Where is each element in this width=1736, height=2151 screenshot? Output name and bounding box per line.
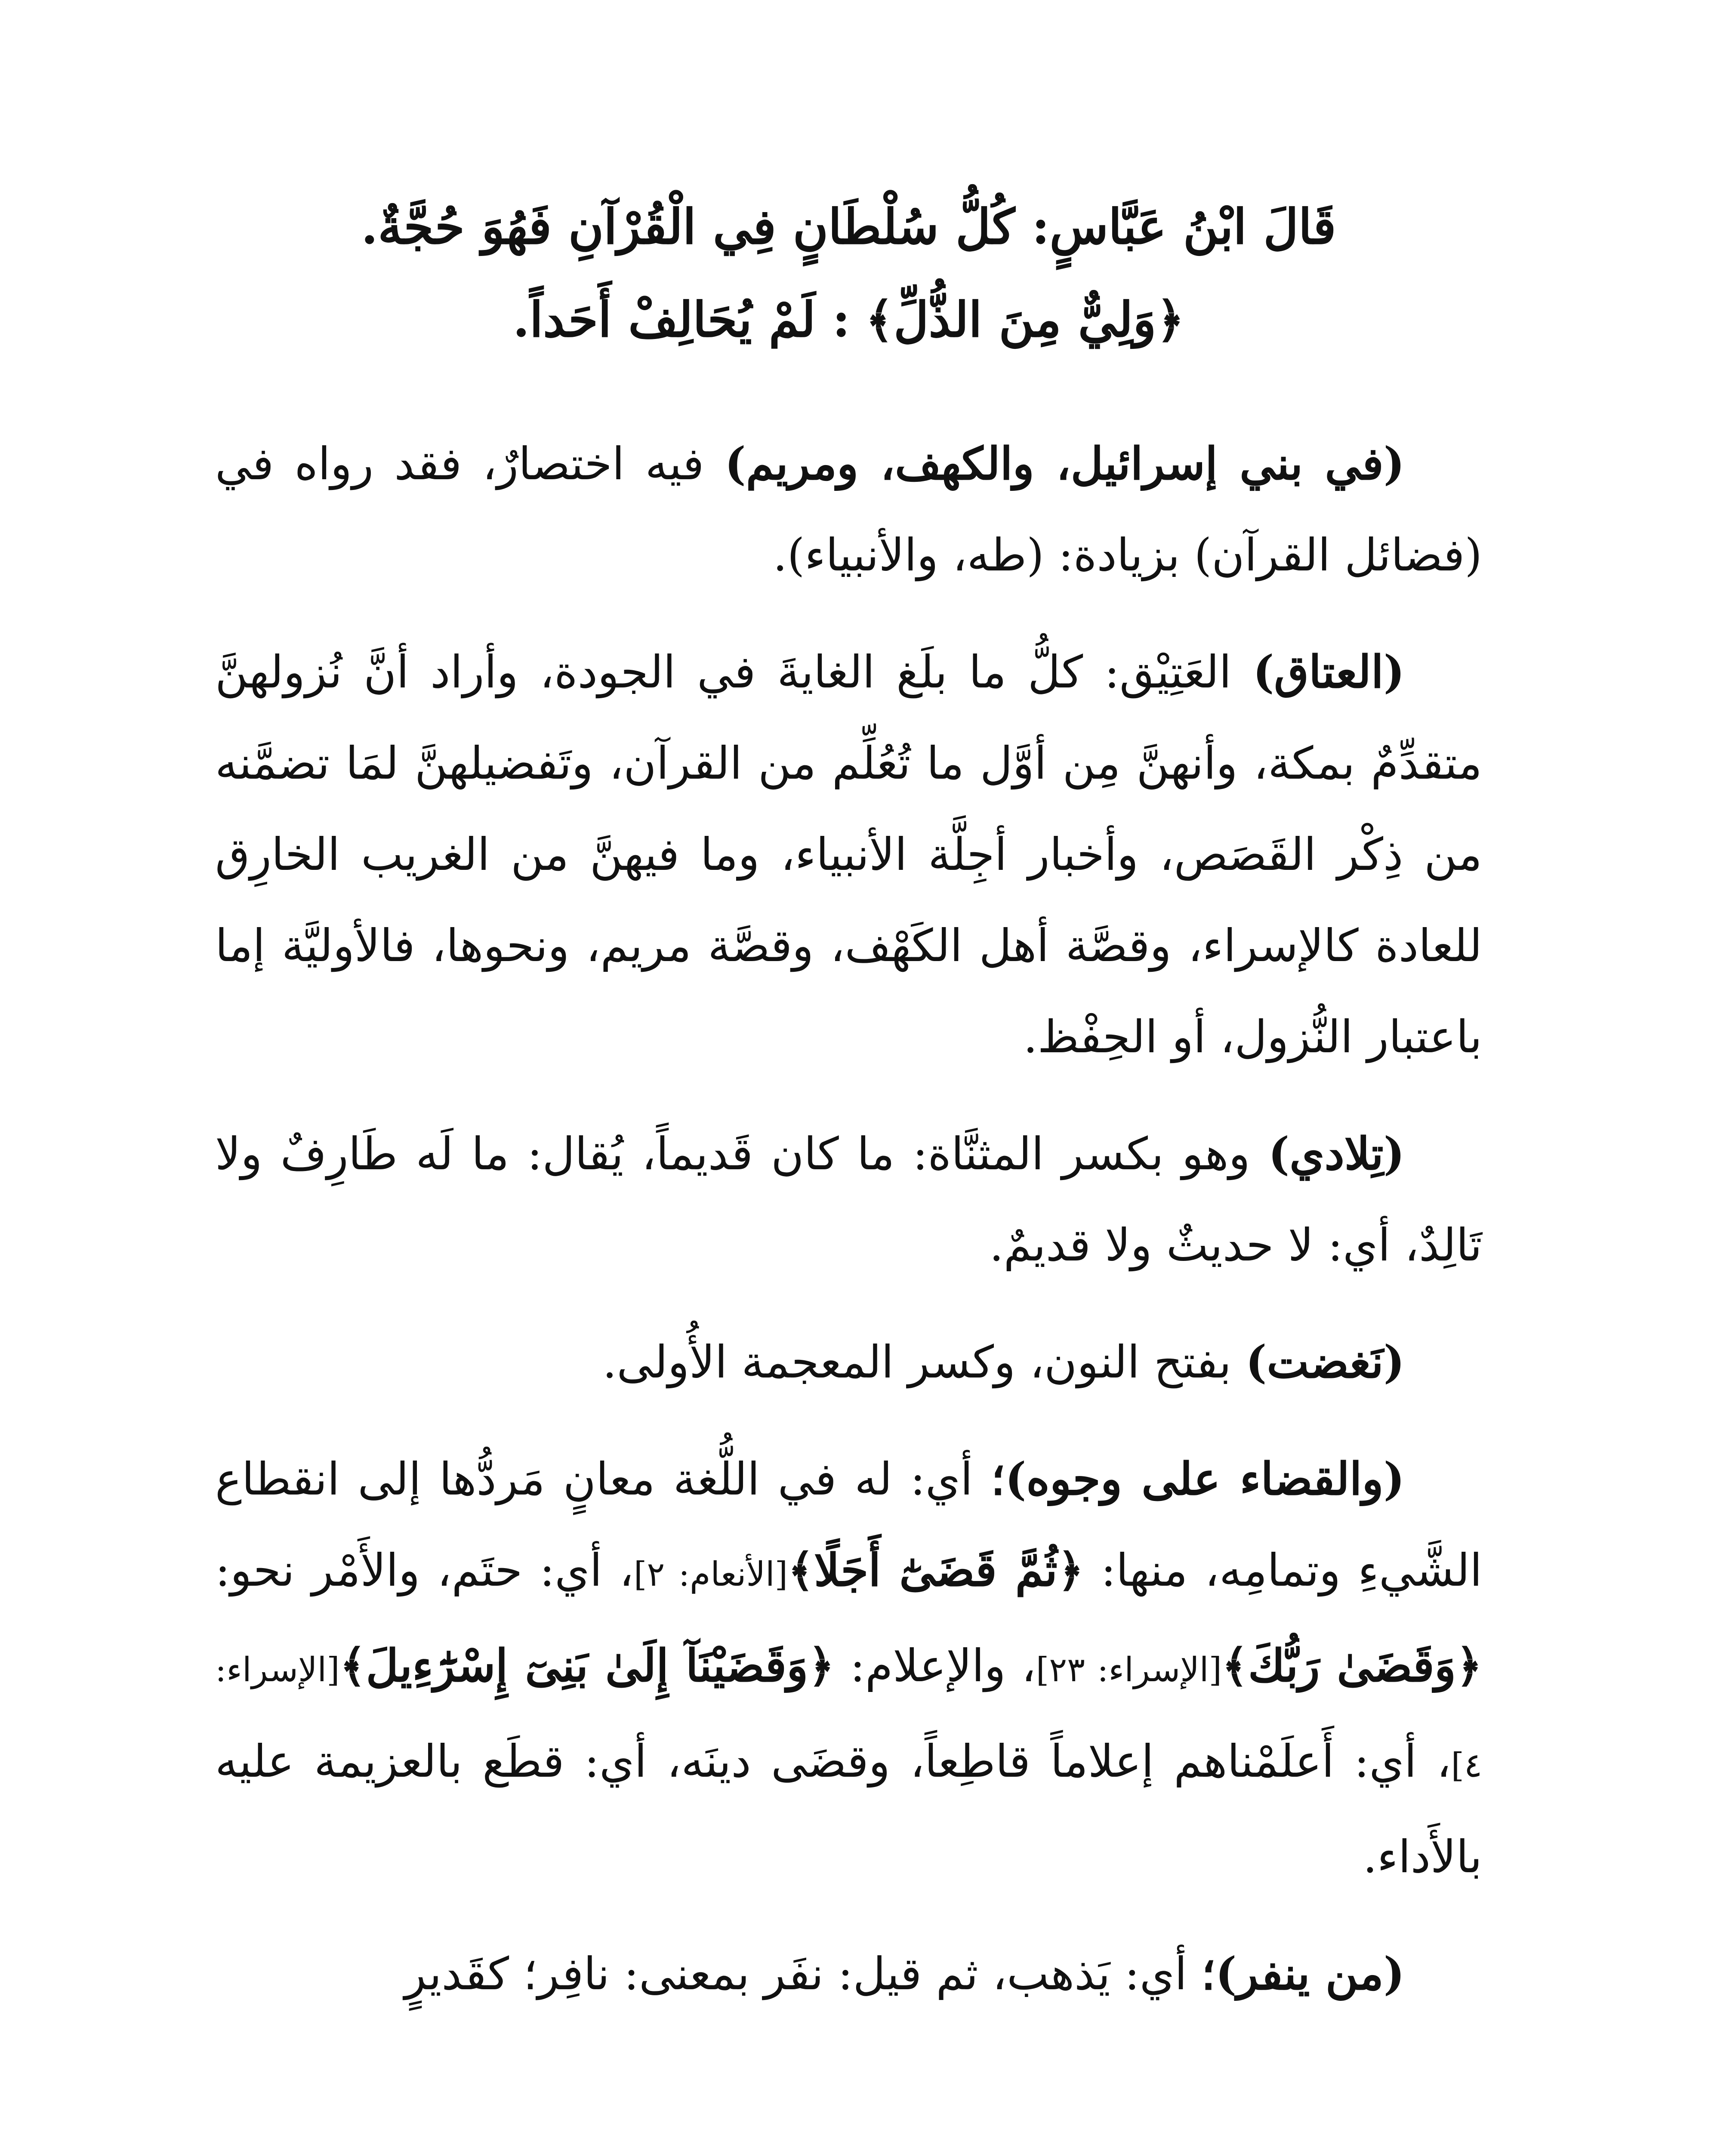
paragraph-text: بفتح النون، وكسر المعجمة الأُولى. bbox=[602, 1336, 1232, 1388]
quran-verse: ﴿وَقَضَيْنَآ إِلَىٰ بَنِىٓ إِسْرَٰٓءِيلَ﴾ bbox=[339, 1639, 835, 1692]
verse-reference: [الأنعام: ٢] bbox=[633, 1555, 788, 1594]
paragraph-text: أي: يَذهب، ثم قيل: نفَر بمعنى: نافِر؛ كقَديرٍ bbox=[404, 1948, 1187, 2000]
paragraph-text: فيه اختصارٌ، فقد رواه في (فضائل القرآن) بزيادة: (طه، والأنبياء). bbox=[215, 438, 1482, 581]
paragraph-man-yanfir bbox=[215, 1928, 1482, 2019]
ibn-abbas-quote bbox=[215, 181, 1482, 274]
paragraph-text: ، أي: حتَم، والأَمْر نحو: bbox=[215, 1544, 634, 1596]
wali-quote bbox=[215, 274, 1482, 367]
paragraph-text: العَتِيْق: كلُّ ما بلَغ الغايةَ في الجودة، وأراد أنَّ نُزولهنَّ متقدِّمٌ بمكة، وأنهنَّ مِن أوَّل ما تُعُلِّم من القرآن، وتَفضيلهنَّ لمَا تضمَّنه من ذِكْر القَصَص، وأخبار أجِلَّة الأنبياء، وما فيهنَّ من الغريب الخارِق للعادة كالإسراء، وقصَّة أهل الكَهْف، وقصَّة مريم، ونحوها، فالأوليَّة إما باعتبار النُّزول، أو الحِفْظ. bbox=[215, 646, 1482, 1063]
paragraph-lead: (من ينفر)؛ bbox=[1201, 1947, 1405, 2000]
paragraph-bani-israil bbox=[215, 418, 1482, 601]
paragraph-text: ، أي: أَعلَمْناهم إعلاماً قاطِعاً، وقضَى دينَه، أي: قطَع بالعزيمة عليه بالأَداء. bbox=[215, 1735, 1482, 1883]
ibn-abbas-quote-text: قَالَ ابْنُ عَبَّاسٍ: كُلُّ سُلْطَانٍ فِي الْقُرْآنِ فَهُوَ حُجَّةٌ. bbox=[361, 199, 1336, 255]
wali-gloss: : لَمْ يُحَالِفْ أَحَداً. bbox=[513, 292, 850, 348]
verse-reference: [الإسراء: ٤] bbox=[215, 1651, 1482, 1785]
paragraph-naghadat bbox=[215, 1316, 1482, 1408]
paragraph-text: وهو بكسر المثنَّاة: ما كان قَديماً، يُقال: ما لَه طَارِفٌ ولا تَالِدٌ، أي: لا حديثٌ ولا قديمٌ. bbox=[215, 1128, 1482, 1271]
paragraph-tiladi bbox=[215, 1108, 1482, 1291]
paragraph-qada bbox=[215, 1433, 1482, 1902]
verse-reference: [الإسراء: ٢٣] bbox=[1036, 1651, 1222, 1689]
page-body bbox=[215, 181, 1482, 2045]
paragraph-lead: (في بني إسرائيل، والكهف، ومريم) bbox=[725, 437, 1405, 490]
paragraph-lead: (العتاق) bbox=[1253, 645, 1405, 698]
paragraph-lead: (والقضاء على وجوه)؛ bbox=[991, 1452, 1405, 1505]
paragraph-lead: (نَغضت) bbox=[1246, 1335, 1405, 1388]
quran-verse: ﴿وَقَضَىٰ رَبُّكَ﴾ bbox=[1221, 1639, 1483, 1692]
paragraph-text: أي: له في اللُّغة معانٍ مَردُّها إلى انقطاع الشَّيءِ وتمامِه، منها: bbox=[215, 1453, 1483, 1596]
paragraph-text: ، والإعلام: bbox=[850, 1639, 1036, 1692]
paragraph-lead: (تِلادي) bbox=[1268, 1127, 1405, 1180]
paragraph-ataq bbox=[215, 626, 1482, 1082]
wali-verse: ﴿وَلِيٌّ مِنَ الذُّلِّ﴾ bbox=[865, 292, 1184, 348]
quran-verse: ﴿ثُمَّ قَضَىٰٓ أَجَلًا﴾ bbox=[788, 1544, 1084, 1596]
